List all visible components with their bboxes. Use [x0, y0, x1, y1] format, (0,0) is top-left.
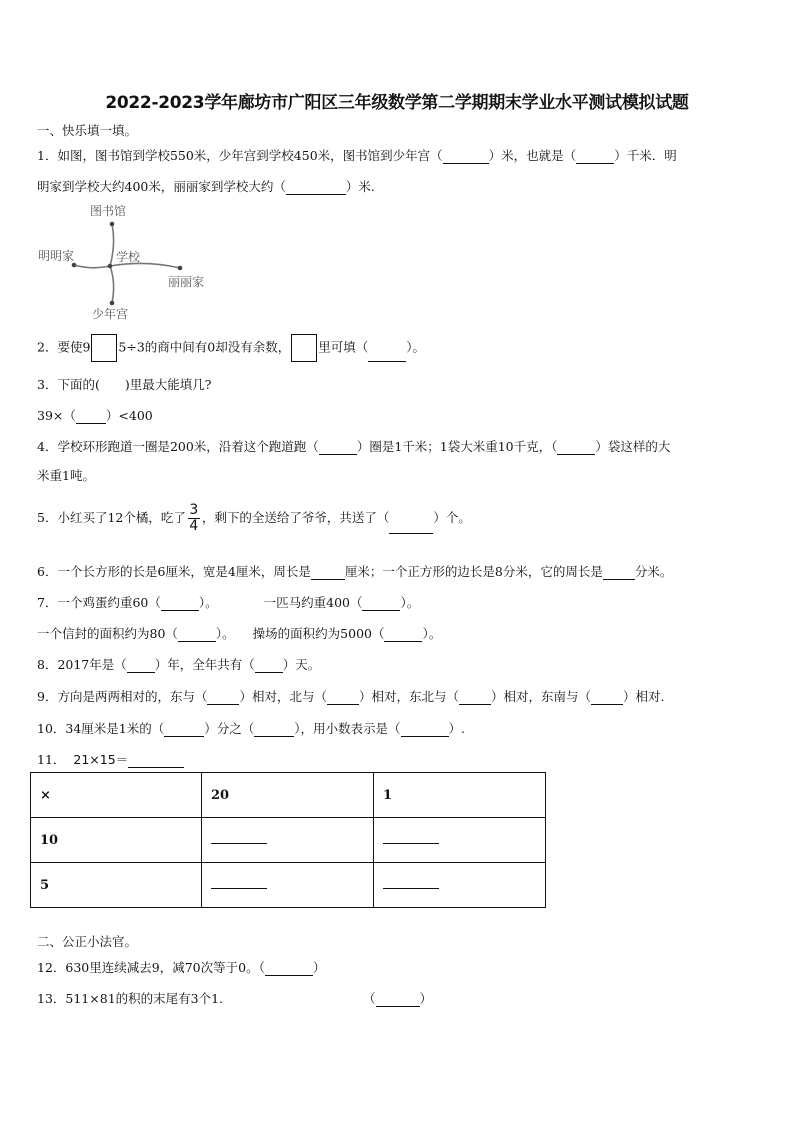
school-dot	[108, 264, 113, 269]
q7-text-f: ）。	[215, 626, 235, 641]
q13-blank[interactable]	[376, 994, 420, 1007]
q11-label: 11．	[37, 752, 66, 767]
road-to-library	[110, 224, 114, 266]
q12-text-a: 12．630里连续减去9，减70次等于0。（	[37, 960, 265, 975]
q9-blank-2[interactable]	[327, 692, 359, 705]
question-12	[37, 958, 325, 976]
question-4-line-2: 米重1吨。	[37, 468, 95, 483]
q5-text-c: ）个。	[433, 510, 471, 525]
table-header-row	[31, 773, 546, 818]
q12-blank[interactable]	[265, 963, 313, 976]
q5-numerator: 3	[189, 502, 199, 518]
table-answer-cell[interactable]	[374, 863, 546, 908]
q7-text-c: 一匹马约重400（	[263, 595, 363, 610]
q2-text-d: ）。	[406, 339, 426, 355]
q10-blank-1[interactable]	[164, 724, 204, 737]
q2-answer-box[interactable]	[291, 334, 317, 362]
q8-blank-2[interactable]	[255, 660, 283, 673]
school-label: 学校	[116, 250, 141, 264]
question-3-expression	[37, 406, 153, 424]
question-5	[37, 503, 471, 534]
library-dot	[110, 222, 115, 227]
q7-text-d: ）。	[400, 595, 420, 610]
q9-text-b: ）相对，北与（	[239, 689, 327, 704]
q9-blank-4[interactable]	[591, 692, 623, 705]
q7-text-g: 操场的面积约为5000（	[252, 626, 385, 641]
page-title: 2022-2023学年廊坊市广阳区三年级数学第二学期期末学业水平测试模拟试题	[105, 93, 689, 113]
q4-text-b: ）圈是1千米；1袋大米重10千克，（	[356, 439, 558, 454]
q3-blank[interactable]	[76, 411, 106, 424]
q9-blank-3[interactable]	[459, 692, 491, 705]
section-2-heading: 二、公正小法官。	[37, 934, 138, 949]
q7-text-a: 7．一个鸡蛋约重60（	[37, 595, 161, 610]
q10-text-a: 10．34厘米是1米的（	[37, 721, 165, 736]
q4-text-a: 4．学校环形跑道一圈是200米，沿着这个跑道跑（	[37, 439, 319, 454]
q6-text-c: 分米。	[634, 564, 673, 579]
question-6	[37, 562, 672, 580]
q8-blank-1[interactable]	[127, 660, 155, 673]
q2-blank[interactable]	[368, 349, 406, 362]
q1-text-a: 1．如图，图书馆到学校550米，少年宫到学校450米，图书馆到少年宫（	[37, 148, 443, 163]
q1-text-b: ）米，也就是（	[488, 148, 577, 163]
q11-answer-blank[interactable]	[128, 755, 184, 768]
q5-text-b: ，剩下的全送给了爷爷，共送了（	[201, 510, 390, 525]
table-header-cell: 1	[374, 773, 546, 818]
road-to-lili	[110, 263, 180, 268]
q1-text-d: 明家到学校大约400米，丽丽家到学校大约（	[37, 179, 286, 194]
q4-blank-2[interactable]	[557, 442, 595, 455]
q5-blank[interactable]	[389, 521, 433, 534]
q13-text-c: ）	[419, 991, 433, 1006]
q5-fraction	[188, 503, 200, 534]
q7-text-h: ）。	[422, 626, 442, 641]
q5-text-a: 5．小红买了12个橘，吃了	[37, 510, 186, 525]
table-header-cell: 20	[202, 773, 374, 818]
q2-text-b: 5÷3的商中间有0却没有余数，	[118, 339, 291, 355]
question-8	[37, 655, 320, 673]
q5-denominator: 4	[189, 518, 199, 534]
q8-text-b: ）年，全年共有（	[154, 657, 255, 672]
q1-text-e: ）米.	[345, 179, 375, 194]
q2-text-a: 2．要使9	[37, 339, 91, 355]
road-to-mingming	[74, 265, 110, 268]
q10-text-c: ），用小数表示是（	[294, 721, 401, 736]
road-to-youth	[110, 266, 114, 303]
q6-blank-1[interactable]	[311, 567, 345, 580]
q9-text-e: ）相对.	[623, 689, 665, 704]
question-9	[37, 687, 665, 705]
question-3: 3．下面的( )里最大能填几?	[37, 377, 212, 392]
question-7-line-1	[37, 593, 419, 611]
question-1-line-1	[37, 146, 677, 164]
q10-blank-2[interactable]	[254, 724, 294, 737]
q8-text-c: ）天。	[282, 657, 321, 672]
q6-blank-2[interactable]	[603, 567, 635, 580]
q11-expression: 21×15＝	[73, 752, 129, 767]
q9-blank-1[interactable]	[207, 692, 239, 705]
library-label: 图书馆	[90, 204, 127, 218]
table-row-label: 10	[31, 818, 202, 863]
table-answer-cell[interactable]	[374, 818, 546, 863]
youth-dot	[110, 301, 115, 306]
section-1-heading: 一、快乐填一填。	[37, 123, 138, 138]
q10-text-b: ）分之（	[204, 721, 255, 736]
map-diagram	[30, 198, 230, 324]
table-row	[31, 818, 546, 863]
q9-text-d: ）相对，东南与（	[491, 689, 592, 704]
q7-text-b: ）。	[198, 595, 218, 610]
q12-text-b: ）	[312, 960, 326, 975]
question-13	[37, 989, 432, 1007]
q13-text-a: 13．511×81的积的末尾有3个1.	[37, 991, 224, 1006]
q10-blank-3[interactable]	[401, 724, 449, 737]
q2-text-c: 里可填（	[318, 339, 369, 355]
q2-digit-box[interactable]	[91, 334, 117, 362]
q7-blank-2[interactable]	[362, 598, 400, 611]
lili-dot	[178, 266, 183, 271]
q7-text-e: 一个信封的面积约为80（	[37, 626, 178, 641]
q1-blank-1[interactable]	[443, 151, 489, 164]
q3-text-a: 39×（	[37, 408, 76, 423]
q1-blank-2[interactable]	[576, 151, 614, 164]
q9-text-a: 9．方向是两两相对的，东与（	[37, 689, 208, 704]
table-row-label: 5	[31, 863, 202, 908]
q3-text-b: ）<400	[105, 408, 153, 423]
youth-label: 少年宫	[92, 307, 129, 321]
q6-text-b: 厘米；一个正方形的边长是8分米，它的周长是	[344, 564, 603, 579]
q4-text-c: ）袋这样的大	[595, 439, 671, 454]
question-7-line-2	[37, 624, 441, 642]
table-header-cell: ×	[31, 773, 202, 818]
q7-blank-3[interactable]	[178, 629, 216, 642]
question-2	[37, 334, 425, 362]
question-4-line-1	[37, 437, 670, 455]
mingming-label: 明明家	[38, 249, 75, 263]
q6-text-a: 6．一个长方形的长是6厘米，宽是4厘米，周长是	[37, 564, 311, 579]
table-answer-cell[interactable]	[202, 863, 374, 908]
q4-blank-1[interactable]	[319, 442, 357, 455]
q8-text-a: 8．2017年是（	[37, 657, 127, 672]
q7-blank-4[interactable]	[384, 629, 422, 642]
mingming-dot	[72, 263, 77, 268]
q9-text-c: ）相对，东北与（	[358, 689, 459, 704]
q10-text-d: ）.	[448, 721, 466, 736]
q7-blank-1[interactable]	[161, 598, 199, 611]
table-row	[31, 863, 546, 908]
q1-blank-3[interactable]	[286, 182, 346, 195]
lili-label: 丽丽家	[168, 275, 205, 289]
q1-text-c: ）千米．明	[614, 148, 677, 163]
table-answer-cell[interactable]	[202, 818, 374, 863]
question-1-line-2	[37, 177, 375, 195]
question-11	[37, 750, 184, 768]
multiplication-table	[30, 772, 546, 908]
question-10	[37, 719, 465, 737]
q13-text-b: （	[363, 991, 376, 1006]
